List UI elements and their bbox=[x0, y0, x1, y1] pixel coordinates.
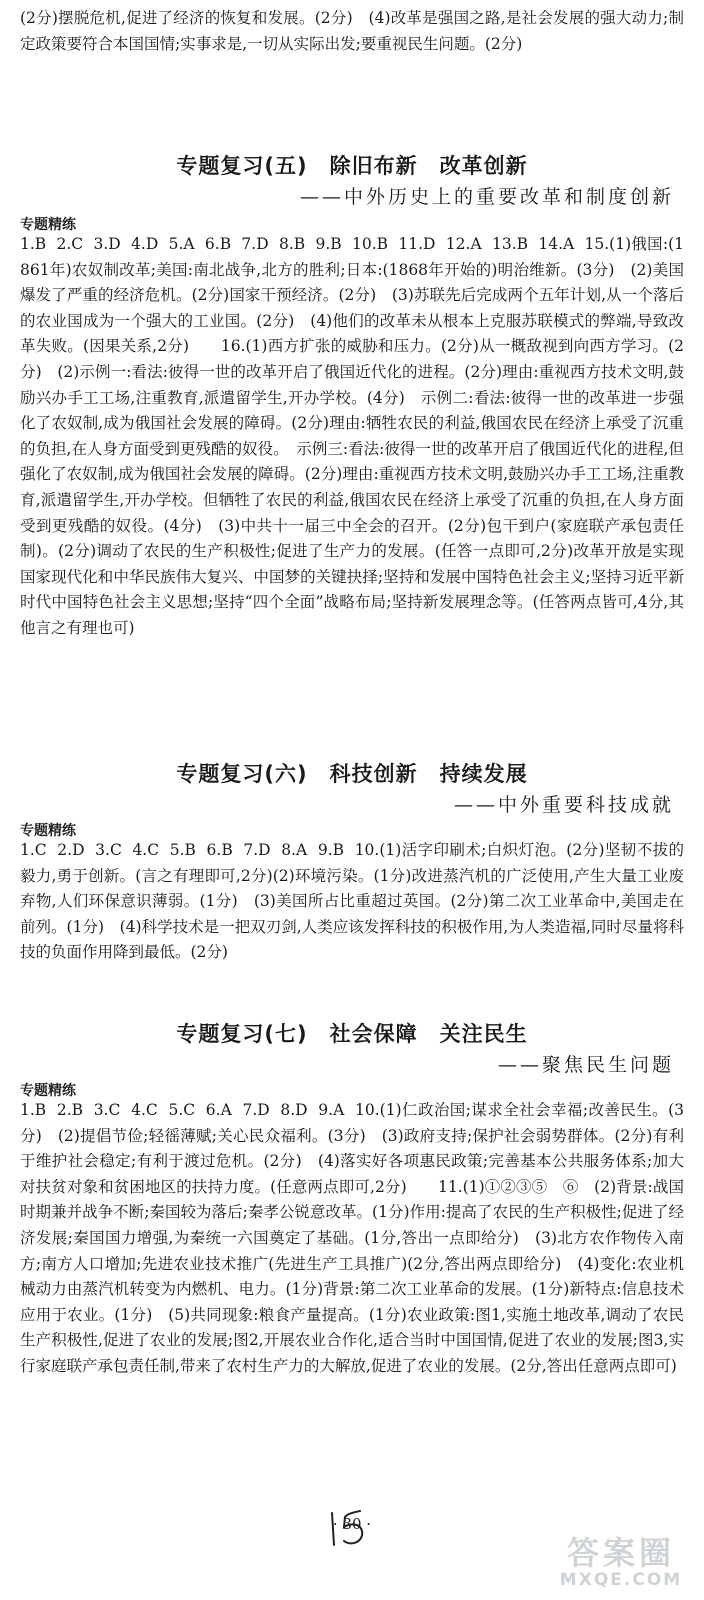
section-6-subtitle: ——中外重要科技成就 bbox=[453, 794, 674, 816]
page-number: · 30 · bbox=[332, 1515, 372, 1533]
watermark-bottom: MXQE.COM bbox=[559, 1570, 683, 1590]
section-7-heading: 专题复习(七) 社会保障 关注民生 bbox=[176, 1022, 528, 1046]
section-7-answers: 1.B 2.B 3.C 4.C 5.C 6.A 7.D 8.D 9.A 10.(1)仁政治国;谋求全社会幸福;改善民生。(3分) (2)提倡节俭;轻徭薄赋;关心民众福利。(3分) (3)政府支持;保护社会弱势群体。(2分)有利于维护社会稳定;有利于渡过危机。(2分) (4)落实好各项惠民政策;完善基本公共服务体系;加大对扶贫对象和贫困地区的扶持力度。(任意两点即可,2分) 11.(1)①②③⑤ ⑥ (2)背景:战国时期兼并战争不断;秦国较为落后;秦孝公锐意改革。(1分)作用:提高了农民的生产积极性;促进了经济发展;秦国国力增强,为秦统一六国奠定了基础。(1分,答出一点即给分) (3)北方农作物传入南方;南方人口增加;先进农业技术推广(先进生产工具推广)(2分,答出两点即给分) (4)变化:农业机械动力由蒸汽机转变为内燃机、电力。(1分)背景:第二次工业革命的发展。(1分)新特点:信息技术应用于农业。(1分) (5)共同现象:粮食产量提高。(1分)农业政策:图1,实施土地改革,调动了农民生产积极性,促进了农业的发展;图2,开展农业合作化,适合当时中国国情,促进了农业的发展;图3,实行家庭联产承包责任制,带来了农村生产力的大解放,促进了农业的发展。(2分,答出任意两点即可) bbox=[20, 1101, 684, 1375]
watermark-logo bbox=[546, 1528, 696, 1594]
handwritten-mark bbox=[326, 1507, 372, 1549]
section-5-label: 专题精练 bbox=[20, 217, 76, 233]
section-7-label: 专题精练 bbox=[20, 1083, 76, 1099]
section-5-answers: 1.B 2.C 3.D 4.D 5.A 6.B 7.D 8.B 9.B 10.B 11.D 12.A 13.B 14.A 15.(1)俄国:(1861年)农奴制改革;美国:南北战争,北方的胜利;日本:(1868年开始的)明治维新。(3分) (2)美国爆发了严重的经济危机。(2分)国家干预经济。(2分) (3)苏联先后完成两个五年计划,从一个落后的农业国成为一个强大的工业国。(2分) (4)他们的改革未从根本上克服苏联模式的弊端,导致改革失败。(因果关系,2分) 16.(1)西方扩张的威胁和压力。(2分)从一概敌视到向西方学习。(2分) (2)示例一:看法:彼得一世的改革开启了俄国近代化的进程。(2分)理由:重视西方技术文明,鼓励兴办手工工场,注重教育,派遣留学生,开办学校。(4分) 示例二:看法:彼得一世的改革进一步强化了农奴制,成为俄国社会发展的障碍。(2分)理由:牺牲农民的利益,俄国农民在经济上承受了沉重的负担,在人身方面受到更残酷的奴役。 示例三:看法:彼得一世的改革开启了俄国近代化的进程,但强化了农奴制,成为俄国社会发展的障碍。(2分)理由:重视西方技术文明,鼓励兴办手工工场,注重教育,派遣留学生,开办学校。但牺牲了农民的利益,俄国农民在经济上承受了沉重的负担,在人身方面受到更残酷的奴役。(4分) (3)中共十一届三中全会的召开。(2分)包干到户(家庭联产承包责任制)。(2分)调动了农民的生产积极性;促进了生产力的发展。(任答一点即可,2分)改革开放是实现国家现代化和中华民族伟大复兴、中国梦的关键抉择;坚持和发展中国特色社会主义;坚持习近平新时代中国特色社会主义思想;坚持“四个全面”战略布局;坚持新发展理念等。(任答两点皆可,4分,其他言之有理也可) bbox=[20, 235, 684, 637]
section-6-answers: 1.C 2.D 3.C 4.C 5.B 6.B 7.D 8.A 9.B 10.(1)活字印刷术;白炽灯泡。(2分)坚韧不拔的毅力,勇于创新。(言之有理即可,2分)(2)环境污染。(1分)改进蒸汽机的广泛使用,产生大量工业废弃物,人们环保意识薄弱。(1分) (3)美国所占比重超过英国。(2分)第二次工业革命中,美国走在前列。(1分) (4)科学技术是一把双刃剑,人类应该发挥科技的积极作用,为人类造福,同时尽量将科技的负面作用降到最低。(2分) bbox=[20, 841, 684, 962]
watermark-top: 答案圈 bbox=[566, 1534, 675, 1572]
section-6-label: 专题精练 bbox=[20, 823, 76, 839]
section-7-subtitle: ——聚焦民生问题 bbox=[497, 1054, 674, 1076]
section-5-heading: 专题复习(五) 除旧布新 改革创新 bbox=[176, 154, 528, 178]
section-6-heading: 专题复习(六) 科技创新 持续发展 bbox=[176, 762, 528, 786]
section-5-subtitle: ——中外历史上的重要改革和制度创新 bbox=[299, 186, 674, 208]
intro-paragraph: (2分)摆脱危机,促进了经济的恢复和发展。(2分) (4)改革是强国之路,是社会发展的强大动力;制定政策要符合本国国情;实事求是,一切从实际出发;要重视民生问题。(2分) bbox=[20, 9, 684, 53]
